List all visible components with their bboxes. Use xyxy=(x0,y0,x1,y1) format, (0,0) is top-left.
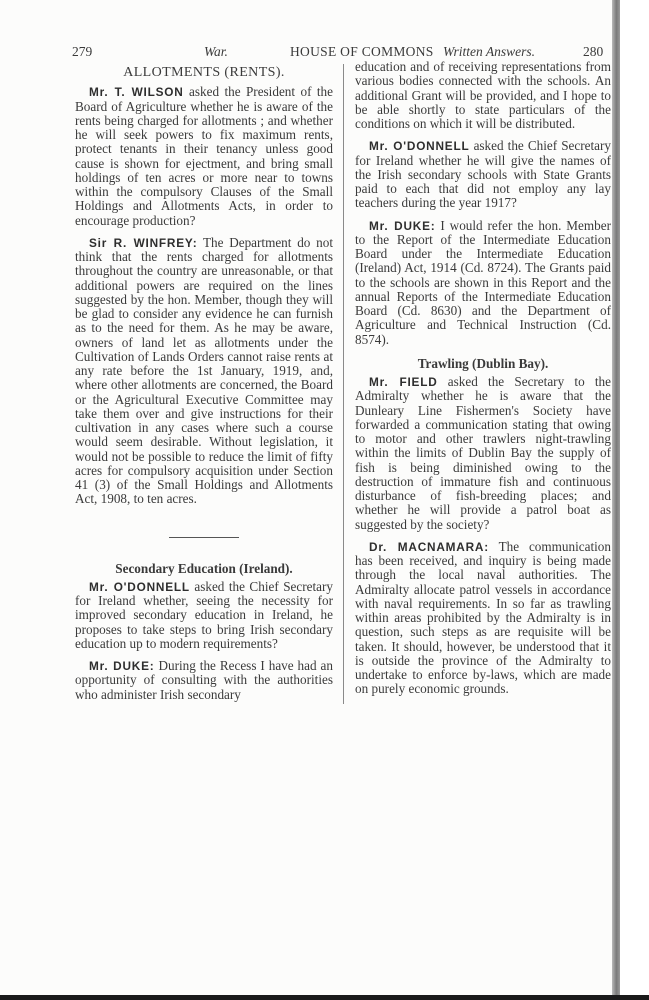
page-binding-shadow xyxy=(612,0,620,1000)
column-divider xyxy=(343,64,344,704)
question-paragraph xyxy=(75,85,333,228)
answer-paragraph xyxy=(75,236,333,507)
paragraph-text: asked the Chief Secretary for Ireland whether he will give the names of the Irish secondary schools with State Grants paid to each that did not employ any lay teachers during the year 1917? xyxy=(355,138,611,211)
left-page-number: 279 xyxy=(72,44,93,59)
right-column xyxy=(355,60,611,705)
center-title: HOUSE OF COMMONS xyxy=(290,44,434,59)
answer-paragraph xyxy=(75,659,333,702)
paragraph-text: During the Recess I have had an opportunity of consulting with the authorities who administer Irish secondary xyxy=(75,658,333,702)
speaker-name: Mr. FIELD xyxy=(369,375,438,389)
answer-paragraph xyxy=(355,540,611,697)
speaker-name: Mr. DUKE: xyxy=(369,218,436,233)
answer-continuation: education and of receiving representations from various bodies connected with the schools. An additional Grant will be provided, and I hope to be able shortly to state particulars of the conditions on which it will be distributed. xyxy=(355,59,611,131)
paragraph-text: asked the Secretary to the Admiralty whether he is aware that the Dunleary Line Fishermen's Society have forwarded a communication stating that owing to motor and other trawlers night-trawling within the limits of Dublin Bay the supply of fish is being diminished owing to the destruction of immature fish and continuous disturbance of fish-breeding places; and whether he will provide a patrol boat as suggested by the society? xyxy=(355,374,611,532)
question-paragraph xyxy=(355,375,611,532)
section-rule xyxy=(169,537,239,538)
speaker-name: Mr. O'DONNELL xyxy=(369,139,470,154)
left-running-title: War. xyxy=(204,44,228,59)
paragraph-text: asked the President of the Board of Agriculture whether he is aware of the rents being charged for allotments ; and whether he will seek powers to fix maximum rents, protect tenants in their tenancy unless good cause is shown for ejectment, and bring small holdings of ten acres or more near to towns within the compulsory Clauses of the Small Holdings and Allotments Acts, in order to encourage production? xyxy=(75,84,333,228)
right-page-number: 280 xyxy=(583,44,604,59)
section-title: ALLOTMENTS (RENTS). xyxy=(123,65,285,80)
speaker-name: Mr. T. WILSON xyxy=(89,85,184,100)
speaker-name: Dr. MACNAMARA: xyxy=(369,539,489,554)
right-running-title: Written Answers. xyxy=(443,44,536,59)
question-paragraph xyxy=(75,580,333,651)
paragraph-text: The Department do not think that the rents charged for allotments throughout the country are unreasonable, or that additional powers are required on the lines suggested by the hon. Member, though they will be glad to consider any evidence he can furnish as to the need for them. As he may be aware, owners of land let as allotments under the Cultivation of Lands Orders cannot raise rents at any rate before the 1st January, 1919, and, where other allotments are concerned, the Board or the Agricultural Executive Committee may take them over and give instructions for their cultivation in any cases where such a course would seem desirable. Without legislation, it would not be possible to reduce the limit of fifty acres for compulsory acquisition under Section 41 (3) of the Small Holdings and Allotments Act, 1908, to ten acres. xyxy=(75,234,333,507)
speaker-name: Sir R. WINFREY: xyxy=(89,235,198,250)
paragraph-text: The communication has been received, and inquiry is being made through the local naval authorities. The Admiralty allocate patrol vessels in accordance with naval requirements. In so far as trawling within areas prohibited by the Admiralty is in question, such steps as are requisite will be taken. It should, however, be understood that it is outside the province of the Admiralty to undertake to enforce by-laws, which are made on purely economic grounds. xyxy=(355,538,611,697)
speaker-name: Mr. O'DONNELL xyxy=(89,579,190,594)
answer-paragraph xyxy=(355,219,611,347)
subsection-title: Secondary Education (Ireland). xyxy=(115,560,293,576)
page-right-margin xyxy=(620,0,649,1000)
paragraph-text: asked the Chief Secretary for Ireland whether, seeing the necessity for improved secondary education in Ireland, he proposes to take steps to bring Irish secondary education up to modern requirements? xyxy=(75,578,333,651)
paragraph-text: I would refer the hon. Member to the Report of the Intermediate Education Board under the Intermediate Education (Ireland) Act, 1914 (Cd. 8724). The Grants paid to the schools are shown in this Report and the annual Reports of the Intermediate Education Board (Cd. 8630) and the Department of Agriculture and Technical Instruction (Cd. 8574). xyxy=(355,217,611,347)
question-paragraph xyxy=(355,139,611,210)
page-bottom-edge xyxy=(0,995,649,1000)
subsection-title: Trawling (Dublin Bay). xyxy=(417,355,549,371)
left-column xyxy=(75,66,333,710)
speaker-name: Mr. DUKE: xyxy=(89,659,155,673)
